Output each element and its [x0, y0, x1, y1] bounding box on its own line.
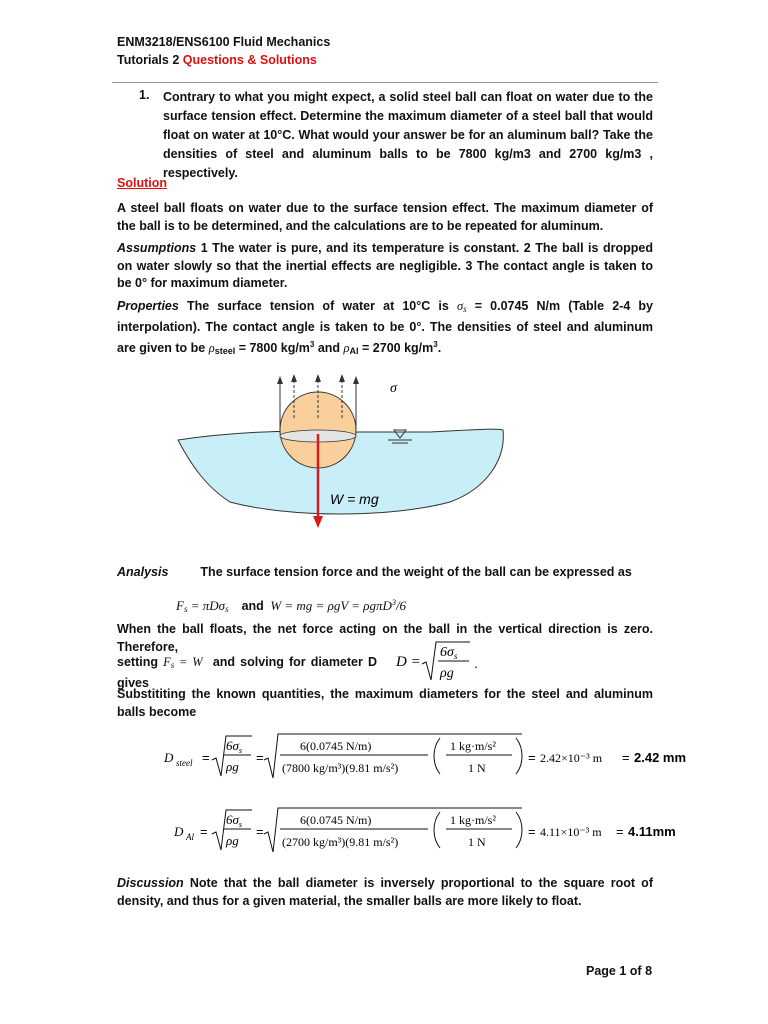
steel-numerator: 6(0.0745 N/m)	[300, 739, 372, 753]
svg-text:D: D	[174, 824, 184, 839]
svg-text:=: =	[528, 750, 536, 765]
svg-text:=: =	[622, 750, 630, 765]
svg-text:=: =	[256, 824, 264, 839]
sigma-label: σ	[390, 381, 397, 396]
setting-line: setting $F_s = W$ and solving for diameter D gives	[117, 655, 377, 690]
al-conversion-numerator: 1 kg·m/s²	[450, 813, 496, 827]
substituting-paragraph: Substititing the known quantities, the maximum diameters for the steel and aluminum balls become	[117, 687, 653, 719]
svg-text:D =: D =	[396, 654, 421, 670]
svg-text:=: =	[528, 824, 536, 839]
steel-final-answer: 2.42 mm	[634, 750, 687, 765]
header-rule	[112, 82, 658, 83]
assumptions-paragraph: Assumptions 1 The water is pure, and its temperature is constant. 2 The ball is dropped on water slowly so that the inertial effects are negligible. 3 The contact angle is taken to be 0° for maximum diameter.	[117, 241, 653, 290]
weight-label: W = mg	[330, 491, 379, 507]
svg-text:=: =	[200, 824, 208, 839]
steel-diameter-equation	[160, 730, 720, 782]
steel-conversion-denominator: 1 N	[468, 761, 486, 775]
svg-text:ρg: ρg	[226, 759, 239, 774]
svg-text:=: =	[202, 750, 210, 765]
svg-text:ρg: ρg	[440, 666, 454, 681]
question-text: Contrary to what you might expect, a solid steel ball can float on water due to the surface tension effect. Determine the maximum diameter of a steel ball that would float on water at 10°C. What would your answer be for an aluminum ball? Take the densities of steel and aluminum balls to be 7800 kg/m3 and 2700 kg/m3 , respectively.	[163, 90, 653, 180]
svg-text:steel: steel	[176, 758, 193, 768]
discussion-paragraph: Discussion Note that the ball diameter is inversely proportional to the square root of density, and thus for a given material, the smaller balls are more likely to float.	[117, 876, 653, 908]
svg-text:.: .	[474, 655, 478, 671]
tutorial-title: Tutorials 2 Questions & Solutions	[117, 53, 317, 67]
question-number: 1.	[139, 88, 150, 102]
svg-text:=: =	[616, 824, 624, 839]
aluminum-diameter-equation	[160, 804, 720, 856]
svg-text:6σs: $6\sigma_s$	[226, 812, 243, 829]
svg-text:ρg: ρg	[226, 833, 239, 848]
analysis-paragraph: Analysis The surface tension force and the weight of the ball can be expressed as	[117, 565, 632, 579]
svg-text:6σs: $6\sigma_s$	[226, 738, 243, 755]
page-header	[117, 33, 330, 69]
al-conversion-denominator: 1 N	[468, 835, 486, 849]
diameter-formula	[394, 638, 484, 684]
svg-text:=: =	[256, 750, 264, 765]
steel-denominator: (7800 kg/m³)(9.81 m/s²)	[282, 761, 399, 775]
page-footer: Page 1 of 8	[586, 964, 653, 978]
al-final-answer: 4.11mm	[628, 824, 676, 839]
solution-heading: Solution	[117, 176, 167, 190]
al-result: 4.11×10⁻³ m	[540, 825, 602, 839]
properties-paragraph: Properties The surface tension of water at 10°C is $\sigma_s = 0.0745$ N/m (Table 2-4 by interpolation). The contact angle is taken to be 0°. The densities of steel and aluminum are given to be $\rho_{steel} = 7800$ $kg/m^3$ and $\rho_{Al} = 2700$ $kg/m^3$.	[117, 299, 653, 356]
svg-text:Al: Al	[186, 832, 194, 842]
steel-result: 2.42×10⁻³ m	[540, 751, 603, 765]
solution-intro: A steel ball floats on water due to the surface tension effect. The maximum diameter of the ball is to be determined, and the calculations are to be repeated for aluminum.	[117, 201, 653, 233]
al-numerator: 6(0.0745 N/m)	[300, 813, 372, 827]
al-denominator: (2700 kg/m³)(9.81 m/s²)	[282, 835, 399, 849]
svg-text:D: D	[164, 750, 174, 765]
equation-1: $F_s = \pi D\sigma_s$ and W = mg = ρgV = ρgπD$^3$/6	[176, 598, 407, 614]
sigma-s-symbol: $\sigma_s$	[456, 299, 467, 314]
svg-text:6σs: $6\sigma_s$	[440, 645, 458, 661]
course-title: ENM3218/ENS6100 Fluid Mechanics	[117, 35, 331, 49]
steel-conversion-numerator: 1 kg·m/s²	[450, 739, 496, 753]
floats-paragraph: When the ball floats, the net force acting on the ball in the vertical direction is zero. Therefore,	[117, 622, 653, 654]
floating-ball-figure	[170, 368, 520, 540]
